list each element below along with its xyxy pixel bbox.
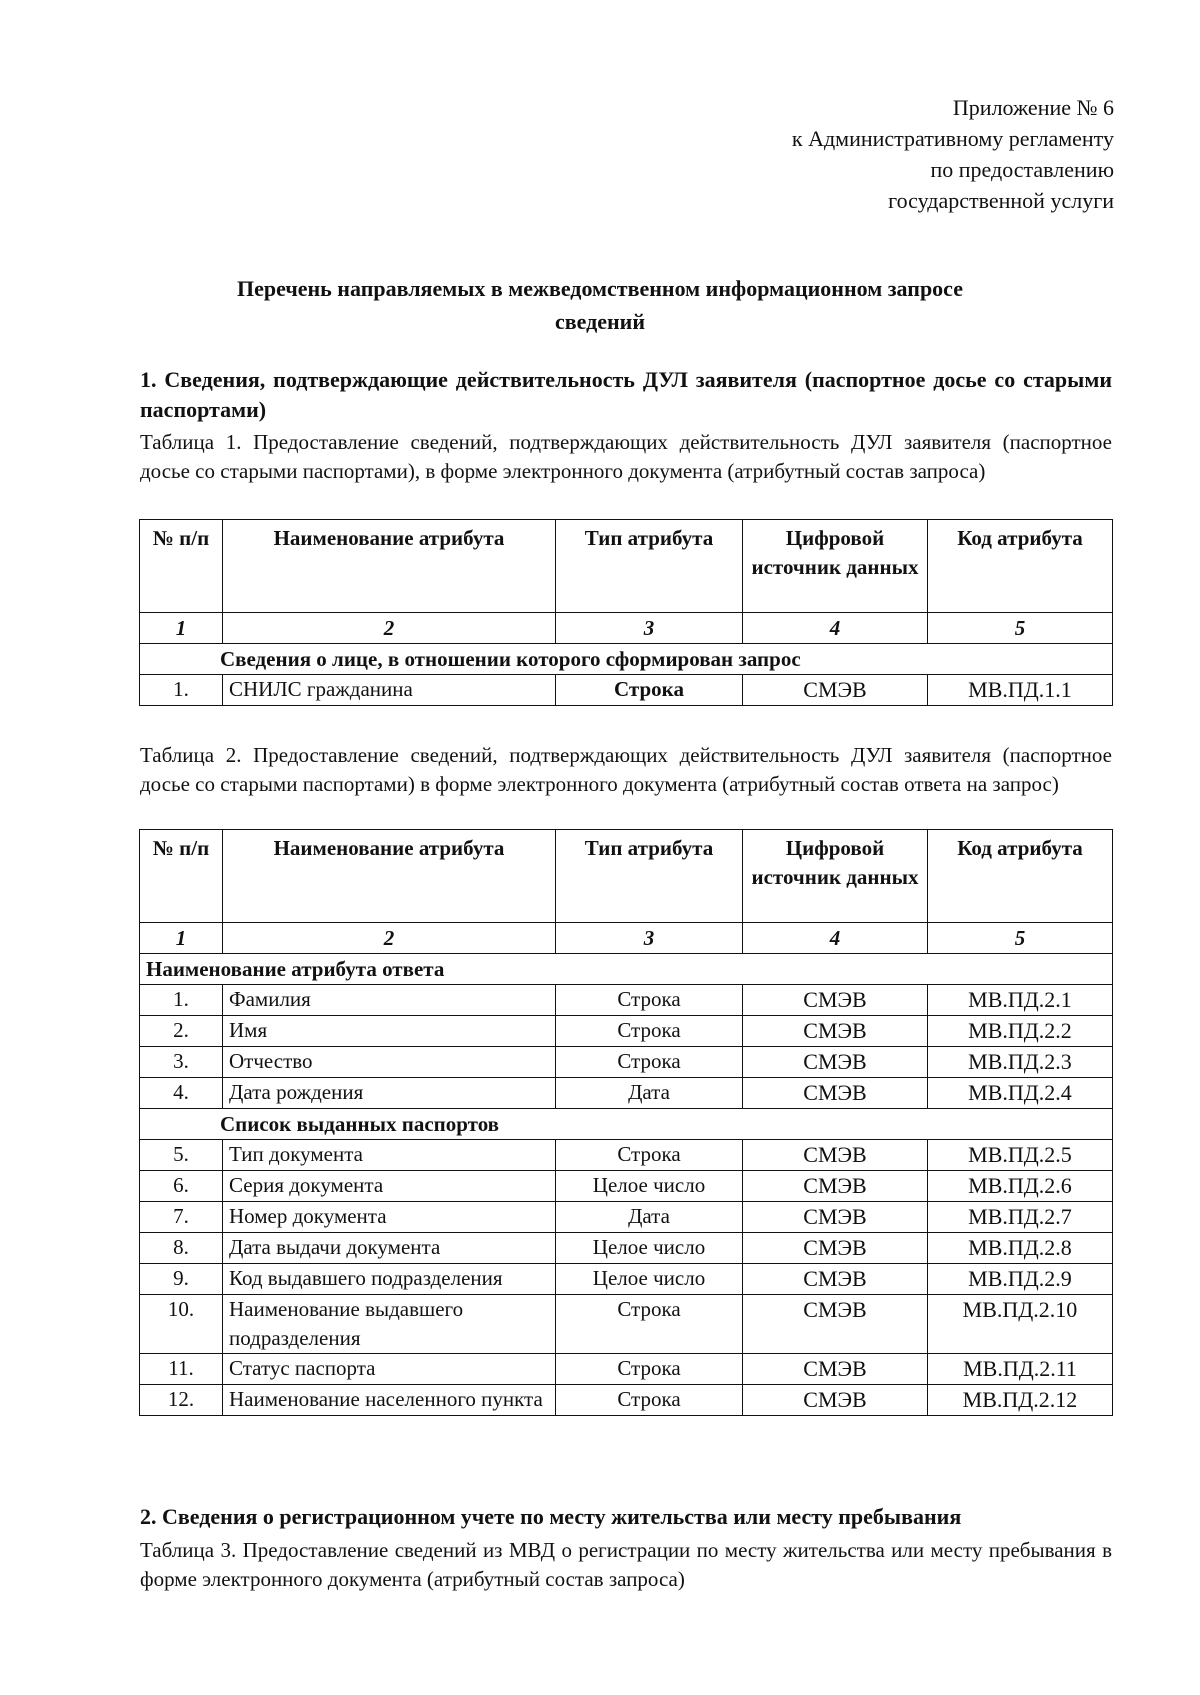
table-header-row (140, 520, 1113, 613)
column-number-row (140, 613, 1113, 644)
cell-source: СМЭВ (743, 1047, 928, 1078)
table-2 (139, 829, 1113, 1416)
cell-type: Строка (556, 675, 743, 706)
document-title (140, 272, 1060, 338)
table-1 (139, 519, 1113, 706)
cell-source: СМЭВ (743, 1171, 928, 1202)
cell-source: СМЭВ (743, 1295, 928, 1354)
table-header-row (140, 830, 1113, 923)
cell-index: 8. (140, 1233, 223, 1264)
col-number: 5 (928, 613, 1113, 644)
cell-source: СМЭВ (743, 1385, 928, 1416)
cell-index: 7. (140, 1202, 223, 1233)
col-number: 3 (556, 613, 743, 644)
cell-index: 1. (140, 985, 223, 1016)
cell-name: Номер документа (223, 1202, 556, 1233)
cell-type: Строка (556, 985, 743, 1016)
cell-name: Код выдавшего подразделения (223, 1264, 556, 1295)
cell-source: СМЭВ (743, 1016, 928, 1047)
cell-index: 12. (140, 1385, 223, 1416)
header-num: № п/п (140, 830, 223, 923)
cell-code: МВ.ПД.2.12 (928, 1385, 1113, 1416)
col-number: 2 (223, 613, 556, 644)
cell-code: МВ.ПД.2.2 (928, 1016, 1113, 1047)
table-row (140, 1385, 1113, 1416)
cell-type: Строка (556, 1140, 743, 1171)
table-row (140, 1354, 1113, 1385)
header-num: № п/п (140, 520, 223, 613)
cell-code: МВ.ПД.2.4 (928, 1078, 1113, 1109)
table2-caption: Таблица 2. Предоставление сведений, подтверждающих действительность ДУЛ заявителя (паспортное досье со старыми паспортами) в форме электронного документа (атрибутный состав ответа на запрос) (140, 743, 1112, 796)
cell-name: Тип документа (223, 1140, 556, 1171)
table-row (140, 1078, 1113, 1109)
cell-name: Имя (223, 1016, 556, 1047)
col-number: 3 (556, 923, 743, 954)
cell-source: СМЭВ (743, 1233, 928, 1264)
cell-source: СМЭВ (743, 675, 928, 706)
cell-name: Дата рождения (223, 1078, 556, 1109)
table1-caption: Таблица 1. Предоставление сведений, подтверждающих действительность ДУЛ заявителя (паспортное досье со старыми паспортами), в форме электронного документа (атрибутный состав запроса) (140, 430, 1112, 483)
header-type: Тип атрибута (556, 830, 743, 923)
cell-index: 11. (140, 1354, 223, 1385)
col-number: 1 (140, 923, 223, 954)
header-code: Код атрибута (928, 830, 1113, 923)
cell-source: СМЭВ (743, 1140, 928, 1171)
cell-code: МВ.ПД.2.10 (928, 1295, 1113, 1354)
cell-name: Серия документа (223, 1171, 556, 1202)
cell-code: МВ.ПД.2.8 (928, 1233, 1113, 1264)
cell-code: МВ.ПД.2.6 (928, 1171, 1113, 1202)
header-source: Цифровой источник данных (743, 520, 928, 613)
cell-code: МВ.ПД.2.1 (928, 985, 1113, 1016)
column-number-row (140, 923, 1113, 954)
col-number: 4 (743, 923, 928, 954)
cell-index: 10. (140, 1295, 223, 1354)
cell-source: СМЭВ (743, 1354, 928, 1385)
cell-name: Отчество (223, 1047, 556, 1078)
appendix-line: к Административному регламенту (791, 126, 1114, 151)
table3-caption: Таблица 3. Предоставление сведений из МВД о регистрации по месту жительства или месту пребывания в форме электронного документа (атрибутный состав запроса) (140, 1538, 1112, 1591)
title-line: сведений (554, 309, 646, 334)
cell-code: МВ.ПД.2.3 (928, 1047, 1113, 1078)
cell-code: МВ.ПД.2.7 (928, 1202, 1113, 1233)
cell-source: СМЭВ (743, 985, 928, 1016)
cell-type: Целое число (556, 1171, 743, 1202)
cell-type: Строка (556, 1295, 743, 1354)
section1-heading: 1. Сведения, подтверждающие действительность ДУЛ заявителя (паспортное досье со старыми паспортами) (140, 367, 1112, 422)
cell-index: 4. (140, 1078, 223, 1109)
table-row (140, 1233, 1113, 1264)
header-source: Цифровой источник данных (743, 830, 928, 923)
cell-index: 2. (140, 1016, 223, 1047)
table-row (140, 675, 1113, 706)
cell-name: Наименование выдавшего подразделения (223, 1295, 556, 1354)
cell-source: СМЭВ (743, 1078, 928, 1109)
cell-code: МВ.ПД.1.1 (928, 675, 1113, 706)
header-type: Тип атрибута (556, 520, 743, 613)
cell-name: СНИЛС гражданина (223, 675, 556, 706)
table-row (140, 985, 1113, 1016)
table-row (140, 1202, 1113, 1233)
appendix-line: Приложение № 6 (952, 95, 1114, 120)
table-row (140, 1047, 1113, 1078)
table-section-row (140, 1109, 1113, 1140)
col-number: 5 (928, 923, 1113, 954)
col-number: 1 (140, 613, 223, 644)
cell-source: СМЭВ (743, 1202, 928, 1233)
cell-code: МВ.ПД.2.9 (928, 1264, 1113, 1295)
cell-index: 6. (140, 1171, 223, 1202)
cell-code: МВ.ПД.2.11 (928, 1354, 1113, 1385)
title-line: Перечень направляемых в межведомственном информационном запросе (237, 276, 963, 301)
section-label: Список выданных паспортов (140, 1109, 1113, 1140)
section2-heading: 2. Сведения о регистрационном учете по месту жительства или месту пребывания (140, 1504, 962, 1529)
cell-type: Целое число (556, 1233, 743, 1264)
cell-type: Строка (556, 1385, 743, 1416)
cell-name: Фамилия (223, 985, 556, 1016)
col-number: 2 (223, 923, 556, 954)
cell-index: 3. (140, 1047, 223, 1078)
cell-type: Дата (556, 1078, 743, 1109)
table-row (140, 1295, 1113, 1354)
appendix-line: по предоставлению (930, 157, 1114, 182)
table-section-row (140, 644, 1113, 675)
cell-index: 9. (140, 1264, 223, 1295)
table-section-row (140, 954, 1113, 985)
cell-name: Статус паспорта (223, 1354, 556, 1385)
cell-source: СМЭВ (743, 1264, 928, 1295)
table-row (140, 1016, 1113, 1047)
cell-code: МВ.ПД.2.5 (928, 1140, 1113, 1171)
section-label: Наименование атрибута ответа (140, 954, 1113, 985)
table-row (140, 1140, 1113, 1171)
header-name: Наименование атрибута (223, 520, 556, 613)
cell-index: 5. (140, 1140, 223, 1171)
appendix-line: государственной услуги (888, 188, 1114, 213)
header-name: Наименование атрибута (223, 830, 556, 923)
section-label: Сведения о лице, в отношении которого сформирован запрос (140, 644, 1113, 675)
table-row (140, 1264, 1113, 1295)
cell-type: Дата (556, 1202, 743, 1233)
cell-type: Строка (556, 1047, 743, 1078)
cell-name: Наименование населенного пункта (223, 1385, 556, 1416)
cell-type: Строка (556, 1354, 743, 1385)
cell-name: Дата выдачи документа (223, 1233, 556, 1264)
cell-type: Строка (556, 1016, 743, 1047)
cell-type: Целое число (556, 1264, 743, 1295)
col-number: 4 (743, 613, 928, 644)
appendix-header (514, 92, 1114, 216)
header-code: Код атрибута (928, 520, 1113, 613)
table-row (140, 1171, 1113, 1202)
cell-index: 1. (140, 675, 223, 706)
